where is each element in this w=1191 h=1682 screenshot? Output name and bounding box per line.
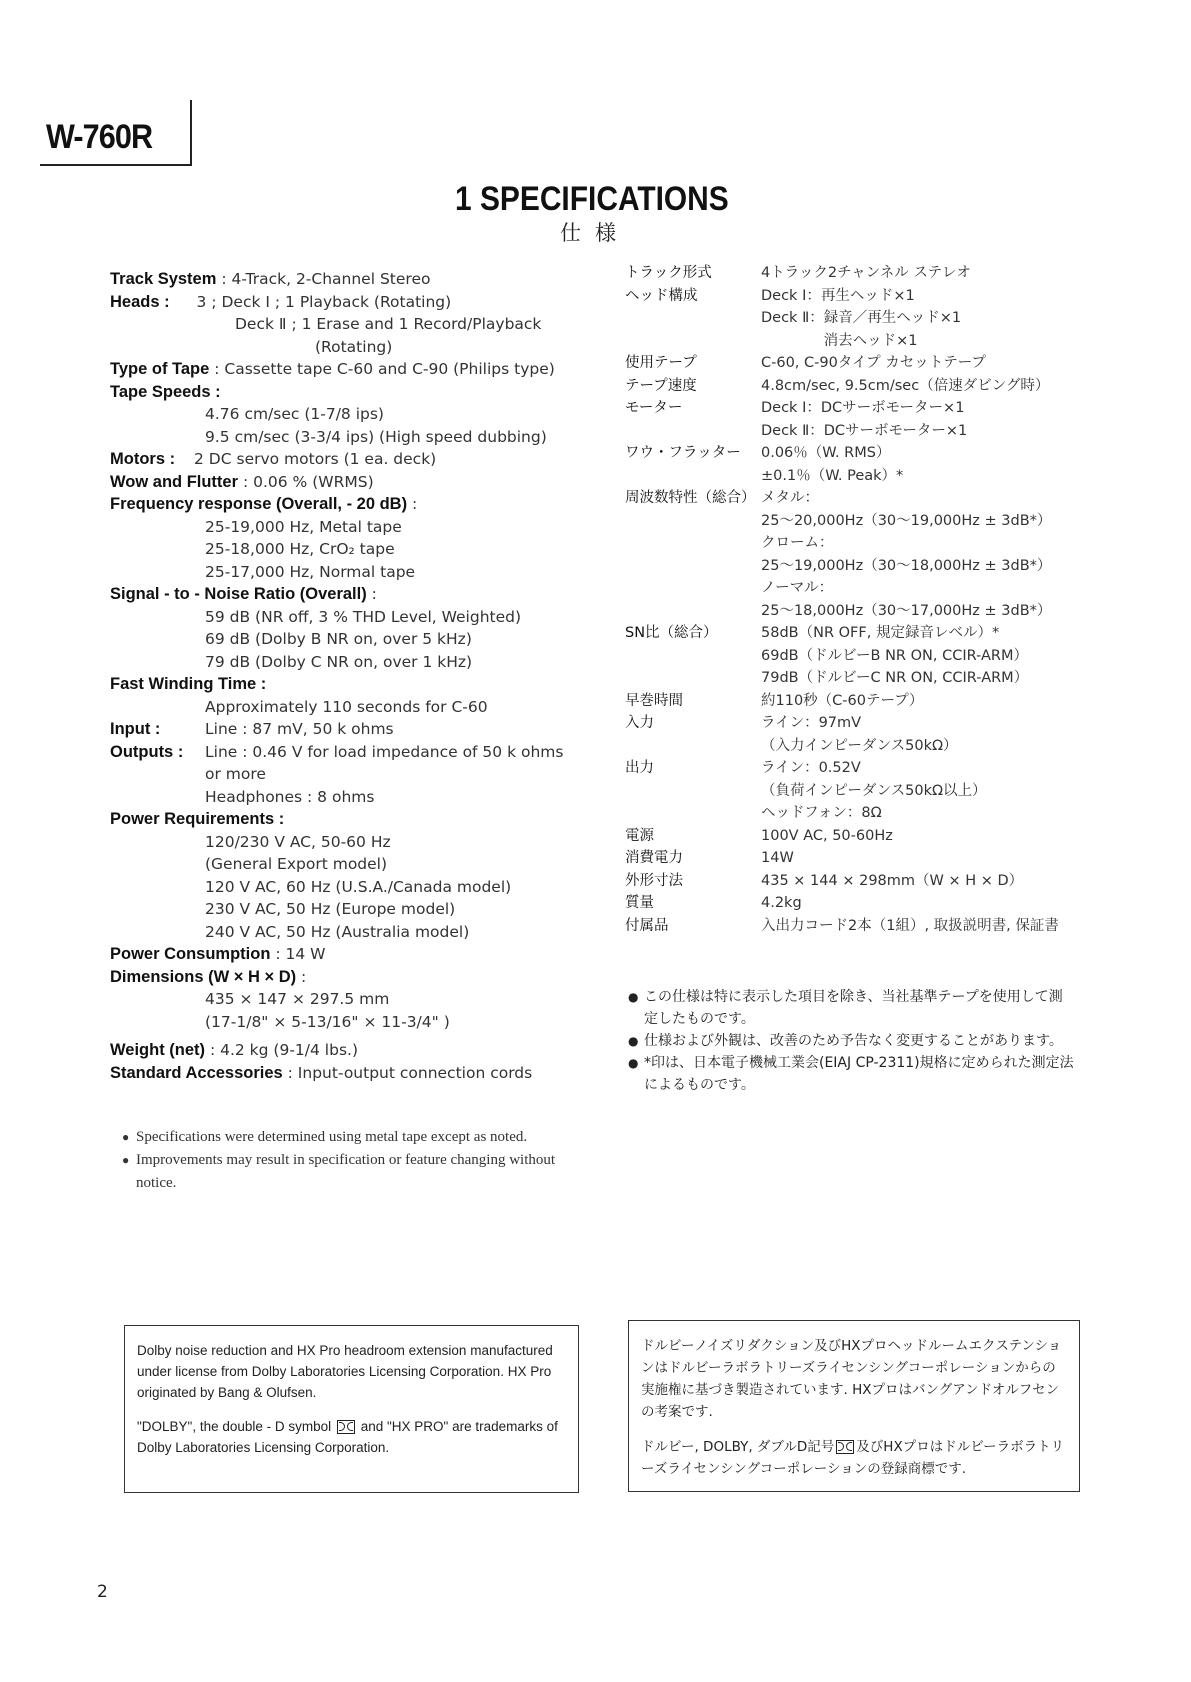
- jp-spec-row: [625, 465, 1085, 488]
- spec-label: Weight (net): [110, 1041, 206, 1059]
- spec-value: 25-18,000 Hz, CrO₂ tape: [205, 540, 395, 558]
- jp-spec-value: ライン：97mV: [761, 715, 862, 731]
- dolby-license-text: Dolby noise reduction and HX Pro headroom extension manufactured under license from Dolby Laboratories Licensing Corporation. HX Pro originated by Bang & Olufsen.: [137, 1343, 553, 1400]
- jp-spec-row: [625, 442, 1085, 465]
- jp-spec-row: [625, 307, 1085, 330]
- jp-spec-value: 0.06％（W. RMS）: [761, 445, 891, 461]
- spec-label: Wow and Flutter: [110, 472, 239, 491]
- dolby-double-d-icon: [836, 1440, 854, 1454]
- dolby-trademark-text: [137, 1416, 566, 1458]
- spec-value: Headphones : 8 ohms: [205, 787, 375, 806]
- spec-weight: [110, 1039, 590, 1062]
- jp-spec-row: [625, 352, 1085, 375]
- spec-value: : 4-Track, 2-Channel Stereo: [221, 270, 431, 288]
- spec-value: 435 × 147 × 297.5 mm: [205, 990, 390, 1008]
- note-item: ● Improvements may result in specification or feature changing without notice.: [122, 1149, 566, 1195]
- spec-value: Deck Ⅱ ; 1 Erase and 1 Record/Playback: [235, 315, 542, 333]
- jp-spec-value: ライン：0.52V: [761, 760, 861, 776]
- jp-spec-row: [625, 262, 1085, 285]
- jp-spec-label: テープ速度: [625, 377, 697, 394]
- spec-track-system: [110, 268, 590, 291]
- jp-spec-label: 付属品: [625, 917, 669, 934]
- spec-value: : Input-output connection cords: [287, 1063, 533, 1082]
- jp-spec-value: Deck Ⅱ：DCサーボモーター×1: [761, 422, 968, 439]
- jp-spec-value: Deck Ⅰ：再生ヘッド×1: [761, 287, 915, 304]
- spec-value: (Rotating): [315, 337, 393, 356]
- jp-spec-value: 4.8cm/sec, 9.5cm/sec（倍速ダビング時）: [761, 377, 1050, 394]
- dolby-trademark-part2-jp: 及びHXプロはドルビーラボラトリーズライセンシングコーポレーションの登録商標です.: [641, 1439, 1065, 1477]
- jp-spec-value: Deck Ⅱ：録音／再生ヘッド×1: [761, 310, 962, 326]
- spec-value: (General Export model): [205, 855, 388, 873]
- jp-spec-value: 25〜18,000Hz（30〜17,000Hz ± 3dB*）: [761, 602, 1052, 619]
- spec-value: (17-1/8" × 5-13/16" × 11-3/4" ): [205, 1012, 450, 1031]
- dolby-license-box: [124, 1325, 579, 1493]
- jp-spec-label: 使用テープ: [625, 355, 697, 371]
- spec-power-consumption: [110, 943, 590, 966]
- spec-value: 59 dB (NR off, 3 % THD Level, Weighted): [205, 607, 522, 626]
- spec-dimensions: [110, 966, 590, 989]
- spec-label: Input :: [110, 720, 161, 738]
- page-subtitle: 仕様: [560, 221, 630, 245]
- spec-value: 4.76 cm/sec (1-7/8 ips): [205, 405, 384, 423]
- spec-colon: :: [296, 967, 307, 986]
- spec-value: 240 V AC, 50 Hz (Australia model): [205, 922, 470, 941]
- jp-spec-value: メタル：: [761, 490, 819, 506]
- spec-label: Heads :: [110, 292, 170, 311]
- jp-spec-row: [625, 712, 1085, 735]
- dolby-trademark-part1: "DOLBY", the double - D symbol: [137, 1419, 332, 1434]
- spec-label: Outputs :: [110, 742, 184, 761]
- jp-spec-row: [625, 600, 1085, 623]
- spec-value: 2 DC servo motors (1 ea. deck): [194, 450, 437, 468]
- jp-spec-row: [625, 847, 1085, 870]
- jp-spec-value: 4トラック2チャンネル ステレオ: [761, 265, 971, 281]
- dolby-trademark-part2: and "HX PRO" are trademarks of Dolby Laboratories Licensing Corporation.: [137, 1419, 558, 1455]
- spec-outputs: [110, 741, 590, 764]
- jp-spec-row: [625, 780, 1085, 803]
- jp-spec-value: 消去ヘッド×1: [761, 332, 918, 349]
- jp-spec-row: [625, 825, 1085, 848]
- jp-spec-row: [625, 510, 1085, 533]
- jp-spec-value: （入力インピーダンス50kΩ）: [761, 737, 958, 754]
- jp-spec-row: [625, 667, 1085, 690]
- spec-label: Motors :: [110, 450, 176, 468]
- dolby-trademark-text-jp: [641, 1436, 1067, 1480]
- jp-spec-label: モーター: [625, 400, 683, 416]
- jp-spec-label: トラック形式: [625, 265, 712, 281]
- spec-value: 69 dB (Dolby B NR on, over 5 kHz): [205, 630, 472, 648]
- spec-label: Power Requirements :: [110, 810, 285, 828]
- spec-accessories: [110, 1062, 590, 1085]
- model-number: W-760R: [46, 118, 153, 156]
- spec-label: Type of Tape: [110, 360, 210, 378]
- jp-spec-value: クローム：: [761, 535, 834, 551]
- spec-label: Track System: [110, 270, 217, 288]
- jp-spec-value: C-60, C-90タイプ カセットテープ: [761, 355, 986, 371]
- jp-spec-row: [625, 420, 1085, 443]
- jp-spec-value: 58dB（NR OFF, 規定録音レベル）*: [761, 625, 1000, 641]
- page-number: 2: [97, 1582, 108, 1602]
- jp-spec-row: [625, 375, 1085, 398]
- spec-value: 3 ; Deck Ⅰ ; 1 Playback (Rotating): [196, 292, 452, 311]
- japanese-notes: [628, 986, 1074, 1096]
- jp-spec-row: [625, 577, 1085, 600]
- japanese-specs: [625, 262, 1085, 937]
- jp-spec-row: [625, 285, 1085, 308]
- jp-spec-value: 25〜20,000Hz（30〜19,000Hz ± 3dB*）: [761, 512, 1052, 529]
- spec-value: Line : 87 mV, 50 k ohms: [205, 720, 394, 738]
- jp-spec-row: [625, 915, 1085, 938]
- spec-value: Line : 0.46 V for load impedance of 50 k ohms: [205, 742, 564, 761]
- jp-spec-value: 入出力コード2本（1組）, 取扱説明書, 保証書: [761, 917, 1059, 934]
- dolby-license-box-jp: [628, 1320, 1080, 1492]
- spec-label: Dimensions (W × H × D): [110, 967, 297, 986]
- english-notes: [122, 1126, 566, 1195]
- spec-label: Signal - to - Noise Ratio (Overall): [110, 585, 367, 603]
- jp-spec-label: ヘッド構成: [625, 287, 698, 304]
- jp-spec-value: 79dB（ドルビーC NR ON, CCIR-ARM）: [761, 670, 1029, 686]
- jp-spec-row: [625, 757, 1085, 780]
- spec-label: Power Consumption: [110, 945, 271, 963]
- jp-spec-label: 外形寸法: [625, 872, 683, 889]
- spec-label: Tape Speeds :: [110, 382, 221, 401]
- spec-type-of-tape: [110, 358, 590, 381]
- english-specs: [110, 268, 590, 1084]
- jp-spec-row: [625, 555, 1085, 578]
- note-item: ● この仕様は特に表示した項目を除き、当社基準テープを使用して測定したものです。: [628, 986, 1074, 1030]
- jp-spec-value: 約110秒（C-60テープ）: [761, 692, 924, 709]
- jp-spec-value: 69dB（ドルビーB NR ON, CCIR-ARM）: [761, 647, 1029, 664]
- jp-spec-value: 100V AC, 50-60Hz: [761, 827, 893, 844]
- jp-spec-value: 4.2kg: [761, 895, 802, 911]
- jp-spec-label: 質量: [625, 895, 654, 911]
- spec-value: : 0.06 % (WRMS): [242, 472, 374, 491]
- spec-value: 9.5 cm/sec (3-3/4 ips) (High speed dubbing): [205, 427, 547, 446]
- jp-spec-row: [625, 330, 1085, 353]
- page-title: 1 SPECIFICATIONS: [455, 180, 729, 218]
- spec-value: : 14 W: [275, 945, 326, 963]
- jp-spec-value: 435 × 144 × 298mm（W × H × D）: [761, 872, 1024, 889]
- spec-label: Frequency response (Overall, - 20 dB): [110, 495, 408, 513]
- spec-value: 120/230 V AC, 50-60 Hz: [205, 832, 391, 851]
- jp-spec-value: ヘッドフォン：8Ω: [761, 805, 882, 821]
- spec-heads: [110, 291, 590, 314]
- spec-colon: :: [407, 495, 418, 513]
- jp-spec-row: [625, 645, 1085, 668]
- jp-spec-row: [625, 690, 1085, 713]
- spec-value: 120 V AC, 60 Hz (U.S.A./Canada model): [205, 877, 512, 896]
- spec-label: Fast Winding Time :: [110, 675, 267, 693]
- jp-spec-row: [625, 870, 1085, 893]
- spec-input: [110, 718, 590, 741]
- spec-value: or more: [205, 765, 266, 783]
- jp-spec-row: [625, 532, 1085, 555]
- spec-value: 25-17,000 Hz, Normal tape: [205, 562, 416, 581]
- dolby-trademark-part1-jp: ドルビー, DOLBY, ダブルD記号: [641, 1439, 835, 1455]
- spec-value: 25-19,000 Hz, Metal tape: [205, 517, 402, 536]
- spec-value: Approximately 110 seconds for C-60: [205, 697, 488, 716]
- dolby-license-text-jp: ドルビーノイズリダクション及びHXプロヘッドルームエクステンションはドルビーラボラトリーズライセンシングコーポレーションからの実施権に基づき製造されています. HXプロはバングアンドオルフセンの考案です.: [641, 1338, 1062, 1420]
- jp-spec-label: 入力: [625, 715, 654, 731]
- note-item: ● 仕様および外観は、改善のため予告なく変更することがあります。: [628, 1030, 1074, 1052]
- jp-spec-label: 出力: [625, 760, 654, 776]
- jp-spec-row: [625, 397, 1085, 420]
- jp-spec-label: 消費電力: [625, 850, 683, 866]
- jp-spec-value: ±0.1％（W. Peak）*: [761, 467, 904, 484]
- jp-spec-row: [625, 622, 1085, 645]
- spec-value: : 4.2 kg (9-1/4 lbs.): [209, 1041, 358, 1059]
- jp-spec-label: 電源: [625, 827, 654, 844]
- dolby-double-d-icon: [337, 1420, 355, 1434]
- spec-value: 230 V AC, 50 Hz (Europe model): [205, 900, 456, 918]
- jp-spec-value: （負荷インピーダンス50kΩ以上）: [761, 782, 987, 799]
- spec-colon: :: [366, 585, 377, 603]
- jp-spec-label: ワウ・フラッター: [625, 445, 741, 461]
- spec-value: 79 dB (Dolby C NR on, over 1 kHz): [205, 652, 473, 671]
- jp-spec-value: 25〜19,000Hz（30〜18,000Hz ± 3dB*）: [761, 557, 1052, 574]
- spec-snr: [110, 583, 590, 606]
- jp-spec-value: ノーマル：: [761, 580, 834, 596]
- note-item: ● *印は、日本電子機械工業会(EIAJ CP-2311)規格に定められた測定法によるものです。: [628, 1052, 1074, 1096]
- spec-label: Standard Accessories: [110, 1063, 283, 1082]
- jp-spec-label: 早巻時間: [625, 692, 683, 709]
- spec-motors: [110, 448, 590, 471]
- spec-wow-flutter: [110, 471, 590, 494]
- spec-frequency-response: [110, 493, 590, 516]
- jp-spec-label: SN比（総合）: [625, 625, 718, 641]
- jp-spec-row: [625, 892, 1085, 915]
- jp-spec-row: [625, 487, 1085, 510]
- jp-spec-value: 14W: [761, 850, 794, 866]
- jp-spec-label: 周波数特性（総合）: [625, 490, 756, 506]
- note-item: ● Specifications were determined using metal tape except as noted.: [122, 1126, 566, 1149]
- jp-spec-value: Deck Ⅰ：DCサーボモーター×1: [761, 400, 965, 416]
- jp-spec-row: [625, 802, 1085, 825]
- jp-spec-row: [625, 735, 1085, 758]
- spec-value: : Cassette tape C-60 and C-90 (Philips type): [214, 360, 555, 378]
